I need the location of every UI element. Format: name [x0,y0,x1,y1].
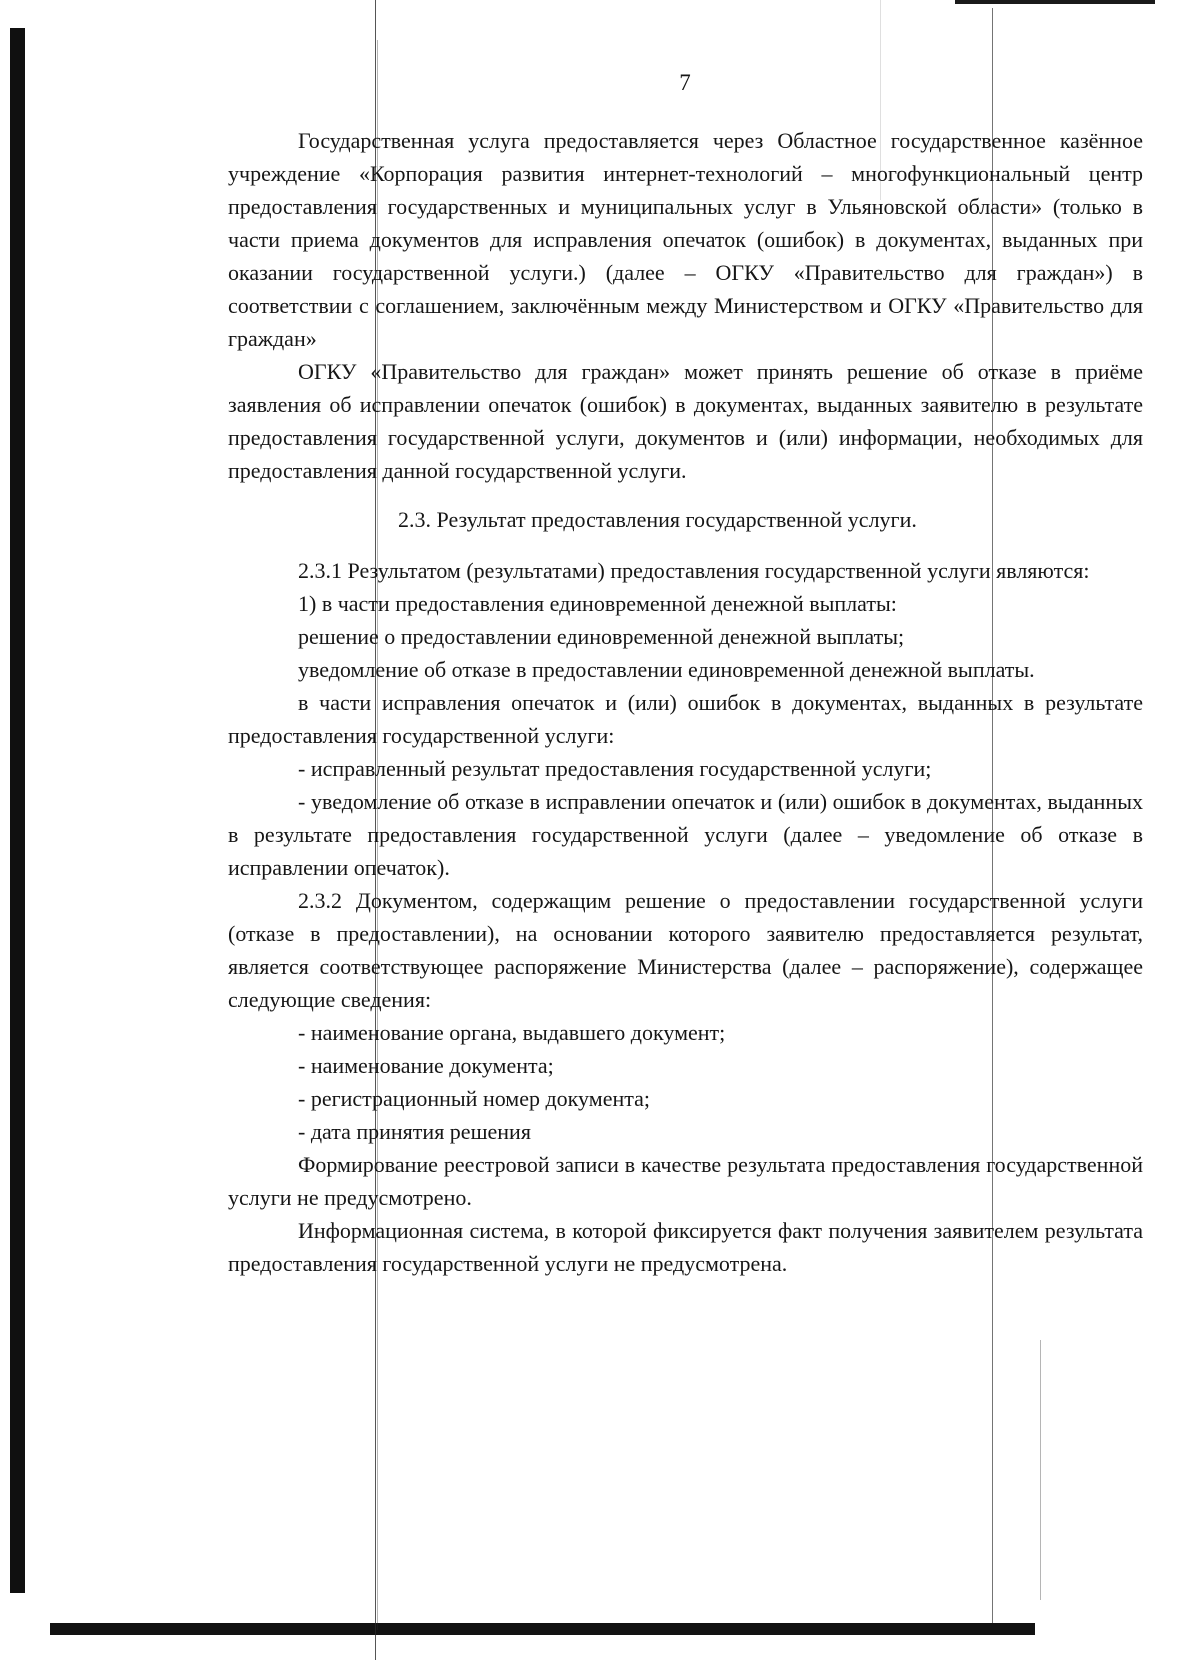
paragraph: Формирование реестровой записи в качестве результата предоставления государственной услуги не предусмотрено. [228,1152,1143,1210]
paragraph: 2.3.2 Документом, содержащим решение о предоставлении государственной услуги (отказе в предоставлении), на основании которого заявителю предоставляется результат, является соответствующее распоряжение Министерства (далее – распоряжение), содержащее следующие сведения: [228,888,1143,1012]
paragraph: ОГКУ «Правительство для граждан» может принять решение об отказе в приёме заявления об исправлении опечаток (ошибок) в документах, выданных заявителю в результате предоставления государственной услуги, документов и (или) информации, необходимых для предоставления данной государственной услуги. [228,359,1143,483]
paragraph: в части исправления опечаток и (или) ошибок в документах, выданных в результате предоставления государственной услуги: [228,690,1143,748]
list-item: - дата принятия решения [298,1119,531,1144]
document-body [228,124,1143,1280]
scan-border-top [955,0,1155,4]
page-number: 7 [679,70,691,95]
scan-fold-line [1040,1340,1041,1600]
list-item: - регистрационный номер документа; [298,1086,650,1111]
scan-border-bottom [50,1623,1035,1635]
paragraph: 2.3.1 Результатом (результатами) предоставления государственной услуги являются: [298,558,1090,583]
paragraph: 1) в части предоставления единовременной денежной выплаты: [298,591,897,616]
paragraph: Информационная система, в которой фиксируется факт получения заявителем результата предоставления государственной услуги не предусмотрена. [228,1218,1143,1276]
section-heading: 2.3. Результат предоставления государственной услуги. [398,507,917,532]
scan-border-left [10,28,25,1593]
paragraph: Государственная услуга предоставляется через Областное государственное казённое учреждение «Корпорация развития интернет-технологий – многофункциональный центр предоставления государственных и муниципальных услуг в Ульяновской области» (только в части приема документов для исправления опечаток (ошибок) в документах, выданных при оказании государственной услуги.) (далее – ОГКУ «Правительство для граждан») в соответствии с соглашением, заключённым между Министерством и ОГКУ «Правительство для граждан» [228,128,1143,351]
list-item: - исправленный результат предоставления государственной услуги; [298,756,932,781]
list-item: - уведомление об отказе в исправлении опечаток и (или) ошибок в документах, выданных в результате предоставления государственной услуги (далее – уведомление об отказе в исправлении опечаток). [228,789,1143,880]
paragraph: уведомление об отказе в предоставлении единовременной денежной выплаты. [298,657,1035,682]
list-item: - наименование органа, выдавшего документ; [298,1020,726,1045]
paragraph: решение о предоставлении единовременной денежной выплаты; [298,624,905,649]
list-item: - наименование документа; [298,1053,554,1078]
